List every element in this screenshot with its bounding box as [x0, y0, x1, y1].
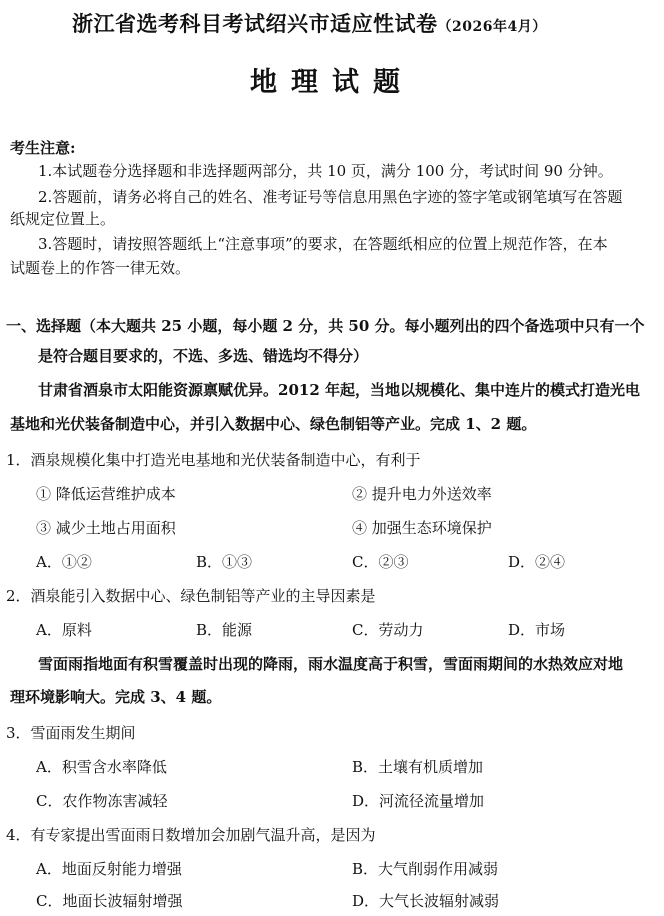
q3-option-a: A．积雪含水率降低	[36, 758, 167, 776]
notice-heading: 考生注意:	[10, 139, 76, 157]
q3-option-d: D．河流径流量增加	[352, 792, 485, 810]
q1-statement-1: ① 降低运营维护成本	[36, 485, 176, 503]
q2-option-a: A．原料	[36, 621, 92, 639]
exam-date: （2026年4月）	[437, 19, 547, 35]
exam-title	[72, 8, 547, 38]
q1-option-c: C．②③	[352, 553, 409, 571]
material-2-line1: 雪面雨指地面有积雪覆盖时出现的降雨，雨水温度高于积雪，雪面雨期间的水热效应对地	[38, 655, 624, 673]
q1-statement-2: ② 提升电力外送效率	[352, 485, 492, 503]
subject-title: 地理试题	[250, 67, 414, 98]
q1-statement-3: ③ 减少土地占用面积	[36, 519, 176, 537]
section-1-heading-cont: 是符合题目要求的，不选、多选、错选均不得分）	[38, 347, 369, 365]
q4-option-c: C．地面长波辐射增强	[36, 892, 183, 910]
question-3-stem: 3．雪面雨发生期间	[6, 724, 136, 742]
question-4-stem: 4．有专家提出雪面雨日数增加会加剧气温升高，是因为	[6, 826, 376, 844]
notice-item-1: 1.本试题卷分选择题和非选择题两部分，共 10 页，满分 100 分，考试时间 90 分钟。	[38, 162, 613, 180]
q4-option-b: B．大气削弱作用减弱	[352, 860, 499, 878]
notice-item-3-line2: 试题卷上的作答一律无效。	[10, 259, 191, 277]
q1-statement-4: ④ 加强生态环境保护	[352, 519, 492, 537]
q2-option-b: B．能源	[196, 621, 253, 639]
exam-title-text: 浙江省选考科目考试绍兴市适应性试卷	[72, 11, 438, 36]
notice-item-2-line1: 2.答题前，请务必将自己的姓名、准考证号等信息用黑色字迹的签字笔或钢笔填写在答题	[38, 188, 623, 206]
q2-option-d: D．市场	[508, 621, 566, 639]
question-2-stem: 2．酒泉能引入数据中心、绿色制铝等产业的主导因素是	[6, 587, 376, 605]
q3-option-b: B．土壤有机质增加	[352, 758, 484, 776]
material-1-line1: 甘肃省酒泉市太阳能资源禀赋优异。2012 年起，当地以规模化、集中连片的模式打造光电	[38, 381, 640, 399]
section-1-heading: 一、选择题（本大题共 25 小题，每小题 2 分，共 50 分。每小题列出的四个备选项中只有一个	[6, 317, 645, 335]
q1-option-b: B．①③	[196, 553, 253, 571]
q1-option-d: D．②④	[508, 553, 566, 571]
q2-option-c: C．劳动力	[352, 621, 424, 639]
notice-item-2-line2: 纸规定位置上。	[10, 210, 116, 228]
question-1-stem: 1．酒泉规模化集中打造光电基地和光伏装备制造中心，有利于	[6, 451, 421, 469]
q4-option-d: D．大气长波辐射减弱	[352, 892, 500, 910]
q1-option-a: A．①②	[36, 553, 92, 571]
q3-option-c: C．农作物冻害减轻	[36, 792, 168, 810]
material-2-line2: 理环境影响大。完成 3、4 题。	[10, 688, 222, 706]
notice-item-3-line1: 3.答题时，请按照答题纸上“注意事项”的要求，在答题纸相应的位置上规范作答，在本	[38, 235, 608, 253]
q4-option-a: A．地面反射能力增强	[36, 860, 182, 878]
material-1-line2: 基地和光伏装备制造中心，并引入数据中心、绿色制铝等产业。完成 1、2 题。	[10, 415, 537, 433]
